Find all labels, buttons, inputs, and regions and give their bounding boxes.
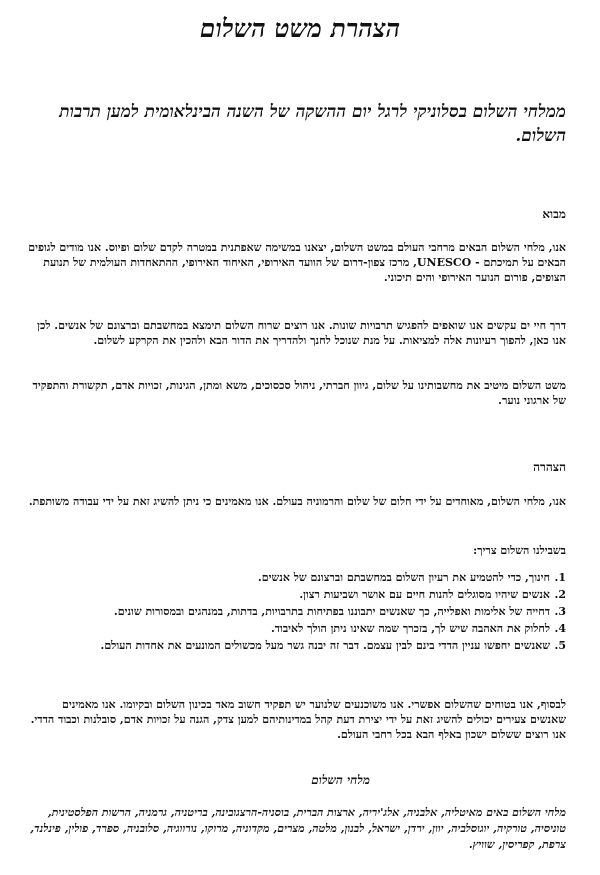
list-item-text: אנשים שיהיו מסוגלים להנות חיים עם אושר ושביעות רצון. (299, 588, 550, 601)
closing-paragraph: לבסוף, אנו בטוחים שהשלום אפשרי. אנו משוכנעים שלנוער יש תפקיד חשוב מאד בכינון השלום ובקיומו. אנו מאמינים שאנשים צעירים יכולים להשיג זאת על ידי יצירת דעת קהל במדינותיהם למען צדק, הגנה על זכויות אדם, סובלנות וכבוד הדדי. אנו רוצים ששלום ישכון באלף הבא בכל רחבי העולם. (30, 698, 566, 741)
list-item-text: דחייה של אלימות ואפלייה, כך שאנשים יתבוננו בפתיחות בתרבויות, בדתות, במנהגים ובמסורות שונים. (113, 605, 550, 618)
intro-heading: מבוא (542, 207, 566, 221)
subtitle: ממלחי השלום בסלוניקי לרגל יום ההשקה של השנה הבינלאומית למען תרבות השלום. (59, 102, 566, 146)
needs-list (28, 570, 566, 655)
list-item-number: 2. (554, 588, 566, 601)
list-item (28, 638, 566, 653)
list-item-number: 3. (554, 605, 566, 618)
list-item (28, 604, 566, 619)
list-item (28, 570, 566, 585)
list-item-number: 4. (554, 622, 566, 635)
declaration-paragraph: אנו, מלחי השלום, מאוחדים על ידי חלום של שלום והרמוניה בעולם. אנו מאמינים כי ניתן להשיג זאת על ידי עבודה משותפת. (28, 495, 566, 508)
list-item-text: שאנשים יחפשו עניין הדדי בינם לבין עצמם. דבר זה יבנה גשר מעל מכשולים המונעים את אחדות העולם. (100, 639, 550, 652)
list-item-text: לחלוק את האהבה שיש לך, בזכרך שמה שאינו ניתן הולך לאיבוד. (270, 622, 550, 635)
page-title: הצהרת משט השלום (199, 14, 401, 43)
countries-list: מלחי השלום באים מאיטליה, אלבניה, אלג'יריה, ארצות הברית, בוסניה-הרצגובינה, בריטניה, גרמניה, הרשות הפלסטינית, טוניסיה, טורקיה, יוגוסלביה, יוון, ירדן, ישראל, לבנון, מלטה, מצרים, מקדוניה, מרוקו, נורווגיה, סלובניה, ספרד, פולין, פינלנד, צרפת, קפריסין, שוויץ. (30, 806, 566, 851)
intro-paragraph-1: אנו, מלחי השלום הבאים מרחבי העולם במשט השלום, יצאנו במשימה שאפתנית במטרה לקדם שלום ופיוס. אנו מודים לגופים הבאים על תמיכתם - UNESCO, מרכז צפון-דרום של הוועד האירופי, האיחוד האירופי, ההתאחדות העולמית של תנועת הצופים, פורום הנוער האירופי והים תיכוני. (28, 241, 566, 284)
signature: מלחי השלום (311, 773, 370, 787)
list-item-number: 5. (554, 639, 566, 652)
list-item (28, 621, 566, 636)
list-item-number: 1. (554, 571, 566, 584)
declaration-heading: הצהרה (533, 460, 566, 474)
intro-paragraph-2: דרך חיי ים עקשים אנו שואפים להפגיש תרבויות שונות. אנו רוצים שרוח השלום תימצא במחשבתם וברצונם של אנשים. לכן אנו כאן, להפוך רעיונות אלה למציאות. על מנת שנוכל לחנך ולהדריך את הדור הבא ולהכין את הקרקע לשלום. (37, 319, 566, 347)
list-item (28, 587, 566, 602)
list-item-text: חינוך, כדי להטמיע את רעיון השלום במחשבתם וברצונם של אנשים. (257, 571, 550, 584)
intro-paragraph-3: משט השלום מיטיב את מחשבותינו על שלום, גיוון חברתי, ניהול סכסוכים, משא ומתן, הגינות, זכויות אדם, תקשורת והתפקיד של ארגוני נוער. (32, 379, 566, 407)
needs-label: בשבילנו השלום צריך: (473, 544, 566, 557)
